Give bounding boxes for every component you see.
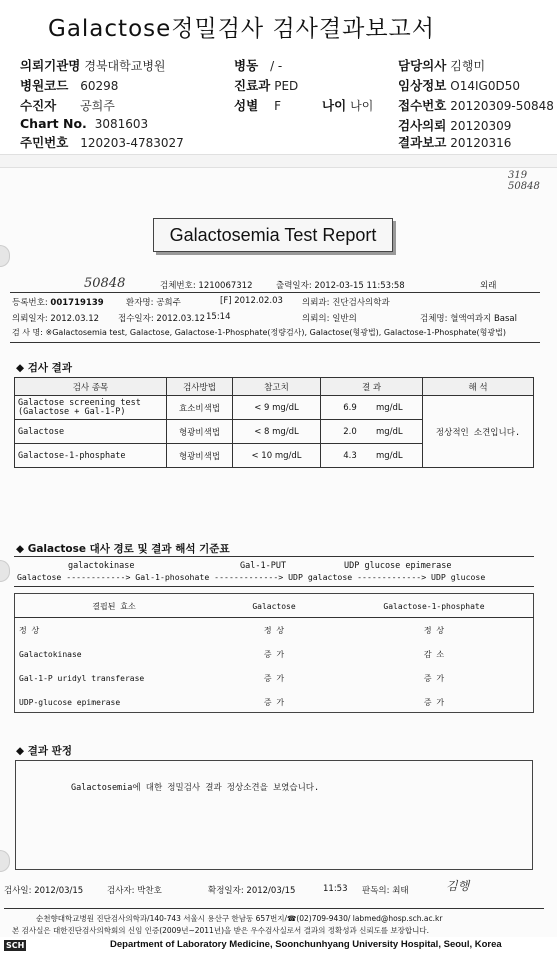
judgement-box — [15, 760, 533, 870]
address-line: 순천향대학교병원 진단검사의학과/140-743 서울시 용산구 한남동 657번지/☎(02)709-9430/ labmed@hosp.sch.ac.kr — [36, 914, 443, 923]
column-header: 검사 종목 — [15, 378, 167, 396]
enzyme-cell: Galactokinase — [19, 649, 82, 659]
registration-number: 등록번호: 001719139 — [12, 298, 104, 308]
tester: 검사자: 박찬호 — [107, 886, 162, 896]
output-date: 출력일자: 2012-03-15 11:53:58 — [276, 281, 405, 291]
result-unit: mg/dL — [376, 402, 403, 413]
divider — [10, 342, 540, 343]
galactose-cell: 정 상 — [263, 625, 285, 635]
gal1p-cell: 감 소 — [423, 649, 445, 659]
gal1p-cell: 증 가 — [423, 697, 445, 707]
reference-range: < 8 mg/dL — [233, 420, 321, 444]
divider-band — [0, 154, 557, 168]
result-cell — [321, 396, 423, 420]
specimen-number: 검체번호: 1210067312 — [160, 281, 253, 291]
summary-field: 접수번호 20120309-50848 — [398, 98, 554, 113]
result-value: 6.9 — [343, 402, 357, 413]
table-row — [14, 618, 534, 642]
enzyme-cell: UDP-glucose epimerase — [19, 697, 121, 707]
summary-field: 임상정보 O14IG0D50 — [398, 78, 520, 93]
test-name: 검 사 명: ※Galactosemia test, Galactose, Galactose-1-Phosphate(정량검사), Galactose(형광법), Galactose-1-Phosphate(형광법) — [12, 328, 506, 337]
divider — [14, 556, 534, 557]
result-cell — [321, 444, 423, 468]
handwritten-corner-note: 319 50848 — [508, 170, 540, 192]
table-row — [14, 642, 534, 666]
divider — [14, 586, 534, 587]
hospital-logo: SCH — [6, 941, 25, 950]
test-item: Galactose screening test (Galactose + Gal-1-P) — [15, 396, 167, 420]
patient-name: 환자명: 공희주 — [126, 298, 181, 308]
divider — [10, 292, 540, 293]
table-row — [15, 396, 534, 420]
report-title: Galactosemia Test Report — [153, 218, 393, 252]
column-header: 해 석 — [423, 378, 534, 396]
summary-field: 병원코드 60298 — [20, 78, 119, 93]
pathway-table — [14, 594, 534, 714]
summary-field: 성별 F — [234, 98, 281, 113]
column-header: 검사방법 — [167, 378, 233, 396]
test-method: 형광비색법 — [167, 444, 233, 468]
summary-field: 수진자 공희주 — [20, 98, 115, 113]
request-date: 의뢰일자: 2012.03.12 — [12, 314, 100, 324]
confirm-time: 11:53 — [323, 884, 348, 894]
column-header: Galactose-1-phosphate — [383, 601, 485, 611]
enzyme-label: Gal-1-PUT — [240, 561, 287, 571]
galactose-cell: 증 가 — [263, 649, 285, 659]
test-method: 효소비색법 — [167, 396, 233, 420]
table-row — [14, 690, 534, 714]
summary-field: 주민번호 120203-4783027 — [20, 135, 184, 150]
enzyme-label: galactokinase — [68, 561, 135, 571]
specimen-name: 검체명: 혈액여과지 Basal — [420, 314, 517, 324]
column-header: 결 과 — [321, 378, 423, 396]
summary-field: 의뢰기관명 경북대학교병원 — [20, 58, 166, 73]
galactose-cell: 증 가 — [263, 673, 285, 683]
sex-dob: [F] 2012.02.03 — [220, 296, 283, 306]
receipt-date: 접수일자: 2012.03.12 — [118, 314, 206, 324]
handwritten-number: 50848 — [84, 276, 126, 291]
summary-field: 검사의뢰 20120309 — [398, 118, 512, 133]
result-value: 4.3 — [343, 450, 357, 461]
enzyme-cell: Gal-1-P uridyl transferase — [19, 673, 145, 683]
test-item: Galactose — [15, 420, 167, 444]
summary-field: 진료과 PED — [234, 78, 299, 93]
summary-field: 담당의사 김행미 — [398, 58, 486, 73]
footer-bar — [0, 937, 557, 954]
signature: 김행 — [446, 879, 470, 893]
table-row — [14, 666, 534, 690]
enzyme-label: UDP glucose epimerase — [344, 561, 452, 571]
outpatient-label: 외래 — [480, 281, 497, 291]
document-title: Galactose정밀검사 검사결과보고서 — [48, 16, 435, 42]
pathway-section-title: ◆ Galactose 대사 경로 및 결과 해석 기준표 — [16, 543, 230, 555]
divider — [4, 908, 544, 909]
column-header: 결핍된 효소 — [92, 601, 136, 611]
requesting-department: 의뢰과: 진단검사의학과 — [302, 298, 390, 308]
result-cell — [321, 420, 423, 444]
receipt-time: 15:14 — [206, 312, 231, 322]
interpretation: 정상적인 소견입니다. — [423, 396, 534, 468]
pathway-line: Galactose ------------> Gal-1-phosohate -------------> UDP galactose -------------> UDP glucose — [17, 572, 486, 582]
summary-field: 병동 / - — [234, 58, 283, 73]
galactose-cell: 증 가 — [263, 697, 285, 707]
table-header-row — [14, 594, 534, 618]
gal1p-cell: 정 상 — [423, 625, 445, 635]
result-unit: mg/dL — [376, 426, 403, 437]
enzyme-cell: 정 상 — [19, 625, 40, 635]
judgement-text: Galactosemia에 대한 정밀검사 결과 정상소견을 보였습니다. — [71, 783, 320, 793]
test-method: 형광비색법 — [167, 420, 233, 444]
summary-field: Chart No. 3081603 — [20, 116, 149, 131]
result-unit: mg/dL — [376, 450, 403, 461]
reference-range: < 9 mg/dL — [233, 396, 321, 420]
result-value: 2.0 — [343, 426, 357, 437]
requesting-doctor: 의뢰의: 일반의 — [302, 314, 357, 324]
test-item: Galactose-1-phosphate — [15, 444, 167, 468]
department-name: Department of Laboratory Medicine, Soonchunhyang University Hospital, Seoul, Korea — [110, 939, 502, 950]
test-date: 검사일: 2012/03/15 — [4, 886, 84, 896]
column-header: 참고치 — [233, 378, 321, 396]
certification-line: 본 검사실은 대한진단검사의학회의 신임 인증(2009년~2011년)을 받은 우수검사실로서 결과의 정확성과 신뢰도를 보장합니다. — [12, 926, 430, 935]
summary-field: 나이 나이 — [322, 98, 374, 113]
column-header: Galactose — [252, 601, 296, 611]
gal1p-cell: 증 가 — [423, 673, 445, 683]
confirm-date: 확정일자: 2012/03/15 — [208, 886, 296, 896]
results-table — [14, 377, 534, 468]
judgement-section-title: ◆ 결과 판정 — [16, 745, 72, 757]
table-header-row — [15, 378, 534, 396]
summary-field: 결과보고 20120316 — [398, 135, 512, 150]
reference-range: < 10 mg/dL — [233, 444, 321, 468]
reader: 판독의: 최태 — [362, 886, 409, 896]
results-section-title: ◆ 검사 결과 — [16, 362, 72, 374]
